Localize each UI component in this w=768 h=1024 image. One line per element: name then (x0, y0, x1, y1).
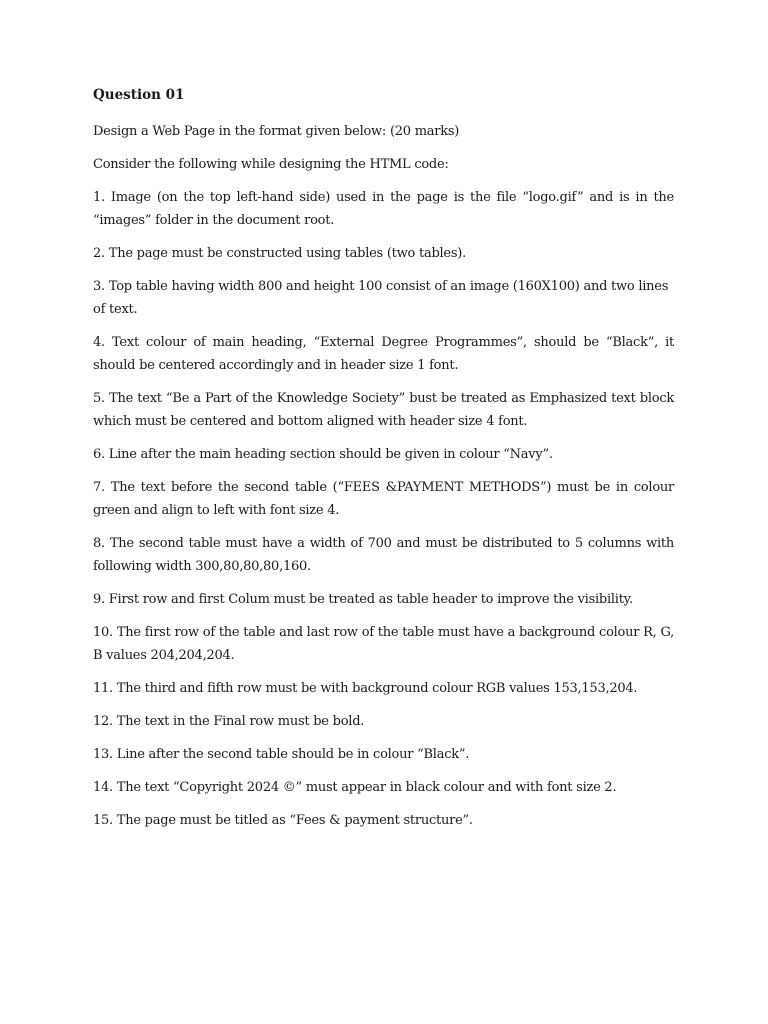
requirement-item-4: 4. Text colour of main heading, “External Degree Programmes”, should be “Black”, it should be centered accordingly and in header size 1 font. (93, 335, 674, 373)
requirement-item-12: 12. The text in the Final row must be bold. (93, 714, 365, 729)
requirement-item-2: 2. The page must be constructed using tables (two tables). (93, 246, 466, 261)
question-heading: Question 01 (93, 87, 185, 103)
requirement-item-7: 7. The text before the second table (“FEES &PAYMENT METHODS”) must be in colour green and align to left with font size 4. (93, 480, 674, 518)
intro-paragraph: Design a Web Page in the format given below: (20 marks) (93, 124, 460, 139)
requirement-item-6: 6. Line after the main heading section should be given in colour “Navy”. (93, 447, 553, 462)
requirement-item-8: 8. The second table must have a width of 700 and must be distributed to 5 columns with following width 300,80,80,80,160. (93, 536, 674, 574)
requirement-item-14: 14. The text “Copyright 2024 ©” must appear in black colour and with font size 2. (93, 780, 617, 795)
requirement-item-9: 9. First row and first Colum must be treated as table header to improve the visibility. (93, 592, 633, 607)
document-body (93, 86, 674, 842)
requirement-item-15: 15. The page must be titled as “Fees & payment structure”. (93, 813, 473, 828)
requirement-item-1: 1. Image (on the top left-hand side) used in the page is the file “logo.gif” and is in the “images” folder in the document root. (93, 190, 674, 228)
requirement-item-11: 11. The third and fifth row must be with background colour RGB values 153,153,204. (93, 681, 638, 696)
requirement-item-3: 3. Top table having width 800 and height 100 consist of an image (160X100) and two lines of text. (93, 279, 669, 317)
consider-paragraph: Consider the following while designing the HTML code: (93, 157, 449, 172)
requirement-item-13: 13. Line after the second table should be in colour “Black”. (93, 747, 470, 762)
requirement-item-5: 5. The text “Be a Part of the Knowledge Society” bust be treated as Emphasized text block which must be centered and bottom aligned with header size 4 font. (93, 391, 674, 429)
requirement-item-10: 10. The first row of the table and last row of the table must have a background colour R, G, B values 204,204,204. (93, 625, 674, 663)
